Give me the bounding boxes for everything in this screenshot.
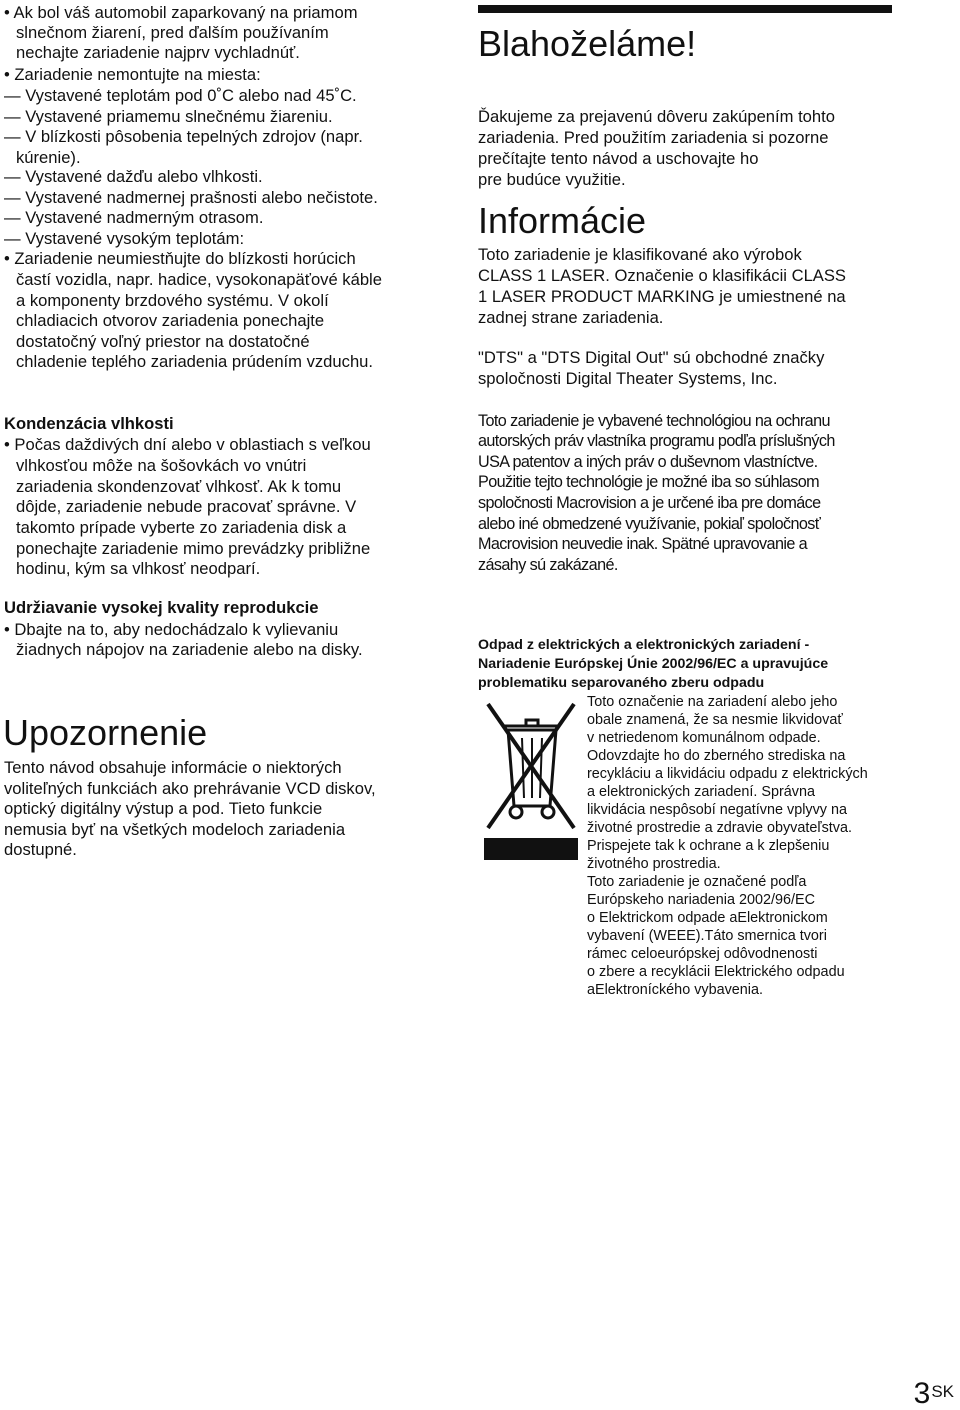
waste-line: Toto označenie na zariadení alebo jeho [587,694,838,710]
condensation-line: takomto prípade vyberte zo zariadenia disk a [16,518,347,537]
macrovision-line: autorských práv vlastníka programu podľa príslušných [478,432,835,450]
condensation-heading: Kondenzácia vlhkosti [4,414,174,433]
condensation-line: dôjde, zariadenie nebude pracovať správne. V [16,497,357,516]
waste-line: rámec celoeurópskej odôvodnenosti [587,946,818,962]
weee-bin-icon [482,696,580,866]
macrovision-line: USA patentov a iných práv o duševnom vlastníctve. [478,453,818,471]
notice-title: Upozornenie [3,712,208,753]
dts-line: "DTS" a "DTS Digital Out" sú obchodné značky [478,348,825,367]
waste-heading: Nariadenie Európskej Únie 2002/96/EC a upravujúce [478,656,829,672]
macrovision-line: Toto zariadenie je vybavené technológiou na ochranu [478,412,830,430]
intro-line: — Vystavené vysokým teplotám: [4,229,245,248]
congrats-line: zariadenia. Pred použitím zariadenia si pozorne [478,128,829,147]
condensation-line: ponechajte zariadenie mimo prevádzky približne [16,539,371,558]
intro-line: chladenie teplého zariadenia prúdením vzduchu. [16,352,374,371]
waste-line: životného prostredia. [587,856,721,872]
congrats-title: Blahoželáme! [478,23,697,64]
macrovision-line: Použitie tejto technológie je možné iba so súhlasom [478,473,820,491]
quality-line: žiadnych nápojov na zariadenie alebo na disky. [16,640,363,659]
congrats-line: pre budúce využitie. [478,170,626,189]
intro-line: nechajte zariadenie najprv vychladnúť. [16,43,300,62]
notice-line: nemusia byť na všetkých modeloch zariadenia [4,820,346,839]
intro-line: chladiacich otvorov zariadenia ponechajte [16,311,325,330]
info-line: zadnej strane zariadenia. [478,308,664,327]
waste-line: aElektroníckého vybavenia. [587,982,763,998]
intro-line: slnečnom žiarení, pred ďalším používaním [16,23,329,42]
intro-line: • Zariadenie neumiestňujte do blízkosti horúcich [4,249,356,268]
intro-line: — V blízkosti pôsobenia tepelných zdrojov (napr. [4,127,363,146]
condensation-line: • Počas daždivých dní alebo v oblastiach s veľkou [4,435,371,454]
notice-line: voliteľných funkciách ako prehrávanie VCD diskov, [4,779,376,798]
intro-line: — Vystavené nadmerným otrasom. [4,208,264,227]
waste-line: o Elektrickom odpade aElektronickom [587,910,828,926]
page-number-value: 3 [913,1377,931,1410]
notice-line: dostupné. [4,840,77,859]
waste-line: Toto zariadenie je označené podľa [587,874,807,890]
macrovision-line: Macrovision neuvedie inak. Spätné upravovanie a [478,535,808,553]
intro-line: • Ak bol váš automobil zaparkovaný na priamom [4,3,358,22]
congrats-line: Ďakujeme za prejavenú dôveru zakúpením tohto [478,107,835,126]
intro-line: a komponenty brzdového systému. V okolí [16,291,329,310]
page-number [914,1378,954,1410]
waste-line: obale znamená, že sa nesmie likvidovať [587,712,843,728]
waste-line: životné prostredie a zdravie obyvateľstva. [587,820,852,836]
waste-line: likvidácia nespôsobí negatívne vplyvy na [587,802,847,818]
macrovision-line: alebo iné obmedzené využívanie, pokiaľ spoločnosť [478,515,821,533]
macrovision-line: spoločnosti Macrovision a je určené iba pre domáce [478,494,821,512]
notice-line: Tento návod obsahuje informácie o niektorých [4,758,342,777]
quality-line: • Dbajte na to, aby nedochádzalo k vylievaniu [4,620,339,639]
info-line: 1 LASER PRODUCT MARKING je umiestnené na [478,287,846,306]
condensation-line: vlhkosťou môže na šošovkách vo vnútri [16,456,307,475]
intro-line: dostatočný voľný priestor na dostatočné [16,332,310,351]
dts-line: spoločnosti Digital Theater Systems, Inc. [478,369,778,388]
waste-line: o zbere a recyklácii Elektrického odpadu [587,964,845,980]
info-line: Toto zariadenie je klasifikované ako výrobok [478,245,802,264]
quality-heading: Udržiavanie vysokej kvality reprodukcie [4,598,319,617]
condensation-line: zariadenia skondenzovať vlhkosť. Ak k tomu [16,477,342,496]
page-language: SK [931,1382,954,1401]
intro-line: — Vystavené priamemu slnečnému žiareniu. [4,107,333,126]
info-title: Informácie [478,200,647,241]
waste-line: a elektronických zariadení. Správna [587,784,815,800]
intro-line: kúrenie). [16,148,81,167]
intro-line: — Vystavené dažďu alebo vlhkosti. [4,167,263,186]
congrats-line: prečítajte tento návod a uschovajte ho [478,149,759,168]
waste-line: Európskeho nariadenia 2002/96/EC [587,892,816,908]
info-line: CLASS 1 LASER. Označenie o klasifikácii CLASS [478,266,846,285]
macrovision-line: zásahy sú zakázané. [478,556,618,574]
waste-heading: problematiku separovaného zberu odpadu [478,675,765,691]
intro-line: — Vystavené nadmernej prašnosti alebo nečistote. [4,188,378,207]
waste-line: vybavení (WEEE).Táto smernica tvori [587,928,827,944]
waste-line: recykláciu a likvidáciu odpadu z elektrických [587,766,868,782]
waste-line: Odovzdajte ho do zberného strediska na [587,748,846,764]
intro-line: častí vozidla, napr. hadice, vysokonapäťové káble [16,270,382,289]
condensation-line: hodinu, kým sa vlhkosť neodparí. [16,559,261,578]
intro-line: • Zariadenie nemontujte na miesta: [4,65,261,84]
intro-line: — Vystavené teplotám pod 0˚C alebo nad 45˚C. [4,86,357,105]
waste-line: v netriedenom komunálnom odpade. [587,730,821,746]
waste-line: Prispejete tak k ochrane a k zlepšeniu [587,838,830,854]
notice-line: optický digitálny výstup a pod. Tieto funkcie [4,799,323,818]
waste-heading: Odpad z elektrických a elektronických zariadení - [478,637,810,653]
header-rule [478,5,892,13]
